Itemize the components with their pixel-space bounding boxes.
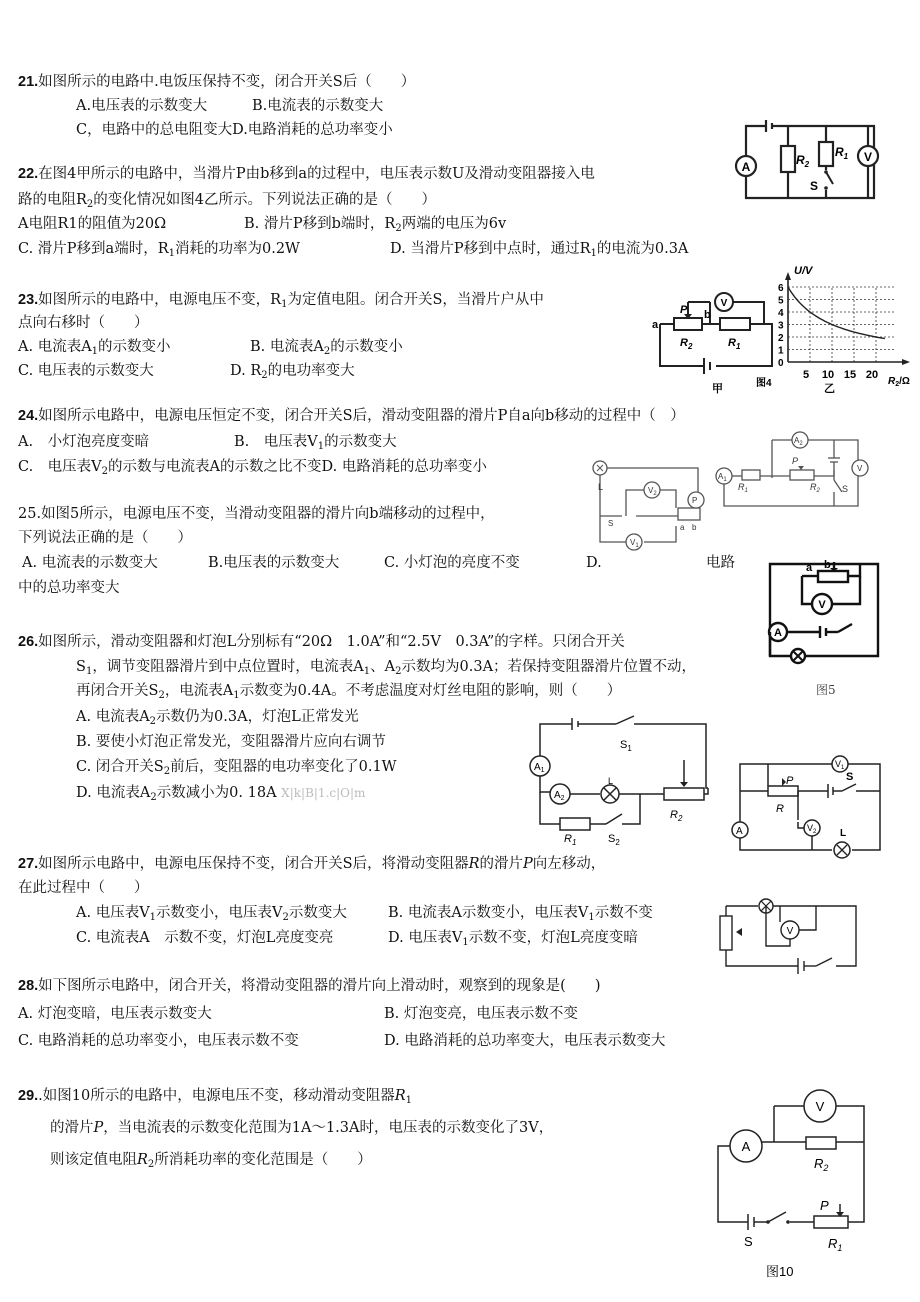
q23-a-post: 的示数变小	[98, 339, 171, 355]
q24-option-c	[18, 457, 487, 477]
q26-c-sub: 2	[163, 766, 171, 777]
q22-d-post: 的电流为0.3A	[596, 241, 689, 257]
q27-d-pre: D. 电压表V	[388, 930, 463, 946]
q24b-s-label: S	[842, 484, 849, 494]
q29-number: 29.	[18, 1088, 39, 1104]
q26-stem3c: 示数变为0.4A。不考虑温度对灯丝电阻的影响，则（ ）	[239, 683, 622, 699]
q29-s-label: S	[744, 1234, 753, 1249]
q27-stem1c: 向左移动，	[532, 856, 606, 872]
q24-v1-label: $V_1$	[630, 538, 639, 549]
q26-stem2sub1: 1	[85, 666, 93, 677]
q29-v-label: V	[815, 1099, 825, 1114]
q22-jia-label: 甲	[712, 383, 723, 395]
q27-option-c: C. 电流表A 示数不变，灯泡L亮度变亮	[76, 930, 334, 946]
q26-d-post: 示数减小为0. 18A	[156, 785, 277, 801]
q22-a-label: a	[652, 319, 659, 331]
q26-option-d	[76, 783, 365, 803]
q26-a1-label: $A_1$	[534, 762, 545, 774]
q27-stem1a: 如图所示电路中，电源电压保持不变，闭合开关S后，将滑动变阻器	[38, 856, 469, 872]
q27-v1-label: $V_1$	[835, 759, 845, 771]
q28-option-d: D. 电路消耗的总功率变大，电压表示数变大	[384, 1033, 666, 1049]
q22-p-label: P	[680, 304, 688, 316]
q25-number: 25.	[18, 506, 42, 522]
q29-a-label: A	[741, 1139, 751, 1154]
q26-stem2d: 示数均为0.3A；若保持变阻器滑片位置不动，	[401, 659, 697, 675]
x-tick-5: 5	[802, 369, 810, 381]
q27-stem1p: P	[523, 856, 533, 872]
q25-stem-line1	[18, 504, 495, 524]
r1-label: $R_1$	[835, 145, 849, 161]
voltmeter-label: V	[863, 150, 873, 164]
q26-stem-line3	[76, 681, 621, 701]
q24-c-pre: C. 电压表V	[18, 459, 102, 475]
q25-option-d-cont: 电路	[706, 555, 735, 571]
y-tick-3: 3	[778, 320, 784, 332]
q22-option-a: A电阻R1的阻值为20Ω	[18, 216, 167, 232]
q26-c-pre: C. 闭合开关S	[76, 759, 164, 775]
q26-option-c	[76, 757, 397, 777]
q23-option-a	[18, 337, 171, 357]
q21-stem-text: 如图所示的电路中.电饭压保持不变，闭合开关S后（ ）	[38, 74, 416, 90]
q25-option-d: D.	[586, 555, 602, 571]
q24b-a2-label: $A_2$	[794, 436, 803, 447]
q21-option-a: A.电压表的示数变大	[76, 98, 208, 114]
q24-b-pre: B. 电压表V	[234, 434, 318, 450]
q29-p-label: P	[820, 1198, 829, 1213]
q22-c-pre: C. 滑片P移到a端时，R	[18, 241, 169, 257]
q26-r1-label: $R_1$	[564, 833, 577, 847]
q29-stem1sub: 1	[405, 1095, 413, 1106]
q23-d-pre: D. R	[230, 363, 262, 379]
q24b-a1-label: $A_1$	[718, 472, 727, 483]
watermark-text: X|k|B|1.c|O|m	[281, 786, 366, 800]
fig10-caption: 图10	[766, 1264, 794, 1279]
q24b-p-label: P	[792, 456, 799, 466]
q26-stem3sub1: 2	[158, 690, 165, 701]
q22-stem2a: 路的电阻R	[18, 192, 87, 208]
q26-stem2b: ，调节变阻器滑片到中点位置时，电流表A	[92, 659, 364, 675]
q23-d-sub: 2	[261, 370, 268, 381]
q23-b-sub: 2	[323, 346, 331, 357]
q25-stem1: 如图5所示，电源电压不变，当滑动变阻器的滑片向b端移动的过程中，	[41, 506, 495, 522]
fig5-caption: 图5	[816, 683, 836, 697]
q27-d-sub: 1	[462, 937, 469, 948]
q26-stem3sub2: 1	[233, 690, 240, 701]
q26-stem2a: S	[76, 659, 86, 675]
q23-option-b	[250, 337, 403, 357]
q24-s-label: S	[608, 519, 614, 528]
q29-circuit-figure	[710, 1086, 890, 1282]
fig4-label: 图4	[756, 378, 772, 389]
q27-a-sub2: 2	[282, 912, 289, 923]
q23-number: 23.	[18, 292, 39, 308]
q27-a-post: 示数变大	[288, 905, 347, 921]
q29-stem3sub: 2	[147, 1159, 155, 1170]
y-tick-0: 0	[778, 358, 784, 369]
y-tick-1: 1	[778, 345, 784, 357]
q21-stem	[18, 72, 415, 92]
q29-stem3a: 则该定值电阻	[50, 1152, 137, 1168]
q25-circuit-figure	[762, 556, 886, 664]
q21-circuit-figure	[736, 118, 886, 208]
q27-stem-line1	[18, 854, 605, 874]
graph-curve	[788, 287, 885, 339]
y-tick-4: 4	[778, 308, 784, 319]
q23-a-sub: 1	[91, 346, 99, 357]
q27-option-b	[388, 903, 653, 923]
q26-s1-label: $S_1$	[620, 739, 632, 753]
q22-stem2b: 的变化情况如图4乙所示。下列说法正确的是（ ）	[93, 192, 437, 208]
q29-stem2p: P	[93, 1120, 104, 1136]
q24-option-b	[234, 432, 397, 452]
q25-stem-line2: 下列说法正确的是（ ）	[18, 530, 192, 546]
graph-ylabel: U/V	[794, 265, 813, 277]
q21-option-cd: C，电路中的总电阻变大D.电路消耗的总功率变小	[76, 122, 393, 138]
q29-stem-line2	[50, 1118, 553, 1138]
q25-a-end: a	[806, 562, 813, 574]
q27-stem1r: R	[468, 856, 480, 872]
q25-option-c: C. 小灯泡的亮度不变	[384, 555, 520, 571]
q28-number: 28.	[18, 978, 39, 994]
q23-stem1sub: 1	[281, 299, 288, 310]
q29-stem3r: R	[137, 1152, 148, 1168]
q24-option-a: A. 小灯泡亮度变暗	[18, 434, 150, 450]
q26-c-post: 前后，变阻器的电功率变化了0.1W	[170, 759, 397, 775]
q22-voltmeter-label: V	[720, 298, 728, 309]
q22-b-sub: 2	[395, 223, 402, 234]
q21-option-b: B.电流表的示数变大	[252, 98, 384, 114]
q22-b-post: 两端的电压为6v	[401, 216, 507, 232]
q27-a-label: A	[736, 826, 743, 837]
q24-p-label: P	[692, 496, 698, 505]
q26-a-pre: A. 电流表A	[76, 709, 150, 725]
q24-a-end: a	[680, 523, 685, 532]
q22-option-d	[390, 239, 688, 259]
q23-a-pre: A. 电流表A	[18, 339, 92, 355]
q25-option-d-line2: 中的总功率变大	[18, 580, 120, 596]
q22-stem-line2	[18, 190, 436, 210]
q23-option-d	[230, 361, 355, 381]
q29-stem1a: .如图10所示的电路中，电源电压不变，移动滑动变阻器	[38, 1088, 395, 1104]
q27-number: 27.	[18, 856, 39, 872]
graph-grid	[788, 287, 896, 362]
q29-stem2b: ，当电流表的示数变化范围为1A～1.3A时，电压表的示数变化了3V，	[103, 1120, 554, 1136]
q24-stem-text: 如图所示电路中，电源电压恒定不变，闭合开关S后，滑动变阻器的滑片P自a向b移动的过程中（ ）	[38, 408, 685, 424]
x-tick-10: 10	[821, 369, 835, 381]
q26-s2-label: $S_2$	[608, 833, 620, 847]
q28-stem	[18, 976, 600, 996]
q26-a2-label: $A_2$	[554, 790, 565, 802]
q26-stem-line1	[18, 632, 625, 652]
graph-ticks	[778, 283, 878, 381]
q28-stem-text: 如下图所示电路中，闭合开关，将滑动变阻器的滑片向上滑动时，观察到的现象是( )	[38, 978, 601, 994]
q26-l-label: L	[608, 776, 614, 786]
q29-stem3b: 所消耗功率的变化范围是（ ）	[154, 1152, 372, 1168]
q25-b-end: b	[824, 559, 831, 571]
q22-c-post: 消耗的功率为0.2W	[175, 241, 300, 257]
q23-stem1b: 为定值电阻。闭合开关S，当滑片户从中	[287, 292, 544, 308]
q26-stem1: 如图所示，滑动变阻器和灯泡L分别标有“20Ω 1.0A”和“2.5V 0.3A”的字样。只闭合开关	[38, 634, 625, 650]
q24-b-post: 的示数变大	[324, 434, 397, 450]
q26-d-pre: D. 电流表A	[76, 785, 151, 801]
q25-a-label: A	[774, 627, 782, 639]
y-tick-2: 2	[778, 333, 784, 344]
q23-stem-line2: 点向右移时（ ）	[18, 315, 149, 331]
q27-a-mid: 示数变小，电压表V	[156, 905, 283, 921]
q28-option-b: B. 灯泡变亮，电压表示数不变	[384, 1006, 578, 1022]
r2-label: $R_2$	[796, 153, 810, 169]
q29-stem-line3	[50, 1150, 372, 1170]
q27-r-label: R	[776, 803, 784, 815]
x-tick-20: 20	[865, 369, 879, 381]
q27-a-pre: A. 电压表V	[76, 905, 150, 921]
q27-s-label: S	[846, 771, 854, 783]
q23-b-pre: B. 电流表A	[250, 339, 324, 355]
q27-circuit-figure	[724, 756, 886, 860]
q26-a-post: 示数仍为0.3A，灯泡L正常发光	[156, 709, 359, 725]
q28-option-a: A. 灯泡变暗，电压表示数变大	[18, 1006, 212, 1022]
q23-d-post: 的电功率变大	[267, 363, 355, 379]
q24b-r2-label: $R_2$	[810, 482, 820, 494]
y-tick-6: 6	[778, 283, 784, 294]
ammeter-label: A	[741, 160, 751, 174]
q27-b-post: 示数不变	[594, 905, 653, 921]
q24-b-sub: 1	[317, 441, 325, 452]
q27-option-d	[388, 928, 638, 948]
q22-b-pre: B. 滑片P移到b端时，R	[244, 216, 396, 232]
q27-a-sub1: 1	[149, 912, 157, 923]
q22-number: 22.	[18, 166, 39, 182]
q24-c-post: 的示数与电流表A的示数之比不变D. 电路消耗的总功率变小	[108, 459, 487, 475]
q29-r2-label: $R_2$	[814, 1156, 829, 1173]
q22-b-label: b	[704, 309, 711, 321]
q29-stem-line1	[18, 1086, 412, 1106]
q29-stem2a: 的滑片	[50, 1120, 94, 1136]
q26-stem2sub2: 1	[363, 666, 371, 677]
q24-c-sub: 2	[101, 466, 109, 477]
q24b-r1-label: $R_1$	[738, 482, 748, 494]
q22-stem-line1	[18, 164, 595, 184]
q25-v-label: V	[818, 599, 826, 611]
q22-graph-yi-figure	[756, 262, 920, 398]
q26-d-sub: 2	[150, 792, 157, 803]
q24-circuit-figure-right	[708, 430, 884, 514]
q27-d-post: 示数不变，灯泡L亮度变暗	[468, 930, 638, 946]
q27-b-pre: B. 电流表A示数变小，电压表V	[388, 905, 589, 921]
q26-circuit-figure	[520, 714, 720, 846]
graph-yi-label: 乙	[824, 383, 835, 395]
q26-number: 26.	[18, 634, 39, 650]
q21-number: 21.	[18, 74, 39, 90]
q26-stem2sub3: 2	[395, 666, 402, 677]
q29-r1-label: $R_1$	[828, 1236, 843, 1253]
q22-r1-label: $R_1$	[728, 337, 741, 351]
q24-stem	[18, 406, 685, 426]
q28-v-label: V	[786, 926, 794, 937]
q26-r2-label: $R_2$	[670, 809, 683, 823]
q23-stem1a: 如图所示的电路中，电源电压不变，R	[38, 292, 282, 308]
q22-stem1: 在图4甲所示的电路中，当滑片P由b移到a的过程中，电压表示数U及滑动变阻器接入电	[38, 166, 595, 182]
q22-d-sub: 1	[590, 248, 597, 259]
q24-b-end: b	[692, 523, 697, 532]
q23-b-post: 的示数变小	[330, 339, 403, 355]
q24-v2-label: $V_2$	[648, 486, 657, 497]
q23-option-c: C. 电压表的示数变大	[18, 363, 154, 379]
q26-a-sub: 2	[149, 716, 157, 727]
q28-circuit-figure	[706, 894, 870, 976]
q26-stem3b: ，电流表A	[164, 683, 234, 699]
q22-d-pre: D. 当滑片P移到中点时，通过R	[390, 241, 591, 257]
q24b-v-label: V	[857, 464, 863, 473]
q26-stem3a: 再闭合开关S	[76, 683, 159, 699]
q22-stem2sub: 2	[86, 199, 94, 210]
q23-stem-line1	[18, 290, 544, 310]
q26-option-a	[76, 707, 359, 727]
q25-option-b: B.电压表的示数变大	[208, 555, 340, 571]
x-tick-15: 15	[843, 369, 857, 381]
q26-stem2c: 、A	[370, 659, 396, 675]
q27-stem1b: 的滑片	[479, 856, 524, 872]
switch-label: S	[810, 179, 819, 193]
q27-option-a	[76, 903, 347, 923]
q24-number: 24.	[18, 408, 39, 424]
q29-stem1r: R	[394, 1088, 406, 1104]
q27-stem-line2: 在此过程中（ ）	[18, 880, 149, 896]
y-tick-5: 5	[778, 295, 784, 307]
q22-option-c	[18, 239, 300, 259]
q27-v2-label: $V_2$	[807, 823, 817, 835]
q24-circuit-figure-left	[586, 456, 710, 554]
q26-stem-line2	[76, 657, 696, 677]
q22-r2-label: $R_2$	[680, 337, 693, 351]
q27-l-label: L	[840, 828, 847, 839]
q27-p-label: P	[786, 775, 794, 787]
q26-option-b: B. 要使小灯泡正常发光，变阻器滑片应向右调节	[76, 734, 386, 750]
graph-xlabel: $R_2/\Omega$	[888, 376, 910, 388]
q24-l-label: L	[598, 482, 604, 492]
q22-c-sub: 1	[168, 248, 175, 259]
q27-b-sub: 1	[588, 912, 595, 923]
q25-option-a: A. 电流表的示数变大	[22, 555, 158, 571]
q28-option-c: C. 电路消耗的总功率变小，电压表示数不变	[18, 1033, 299, 1049]
q22-option-b	[244, 214, 506, 234]
